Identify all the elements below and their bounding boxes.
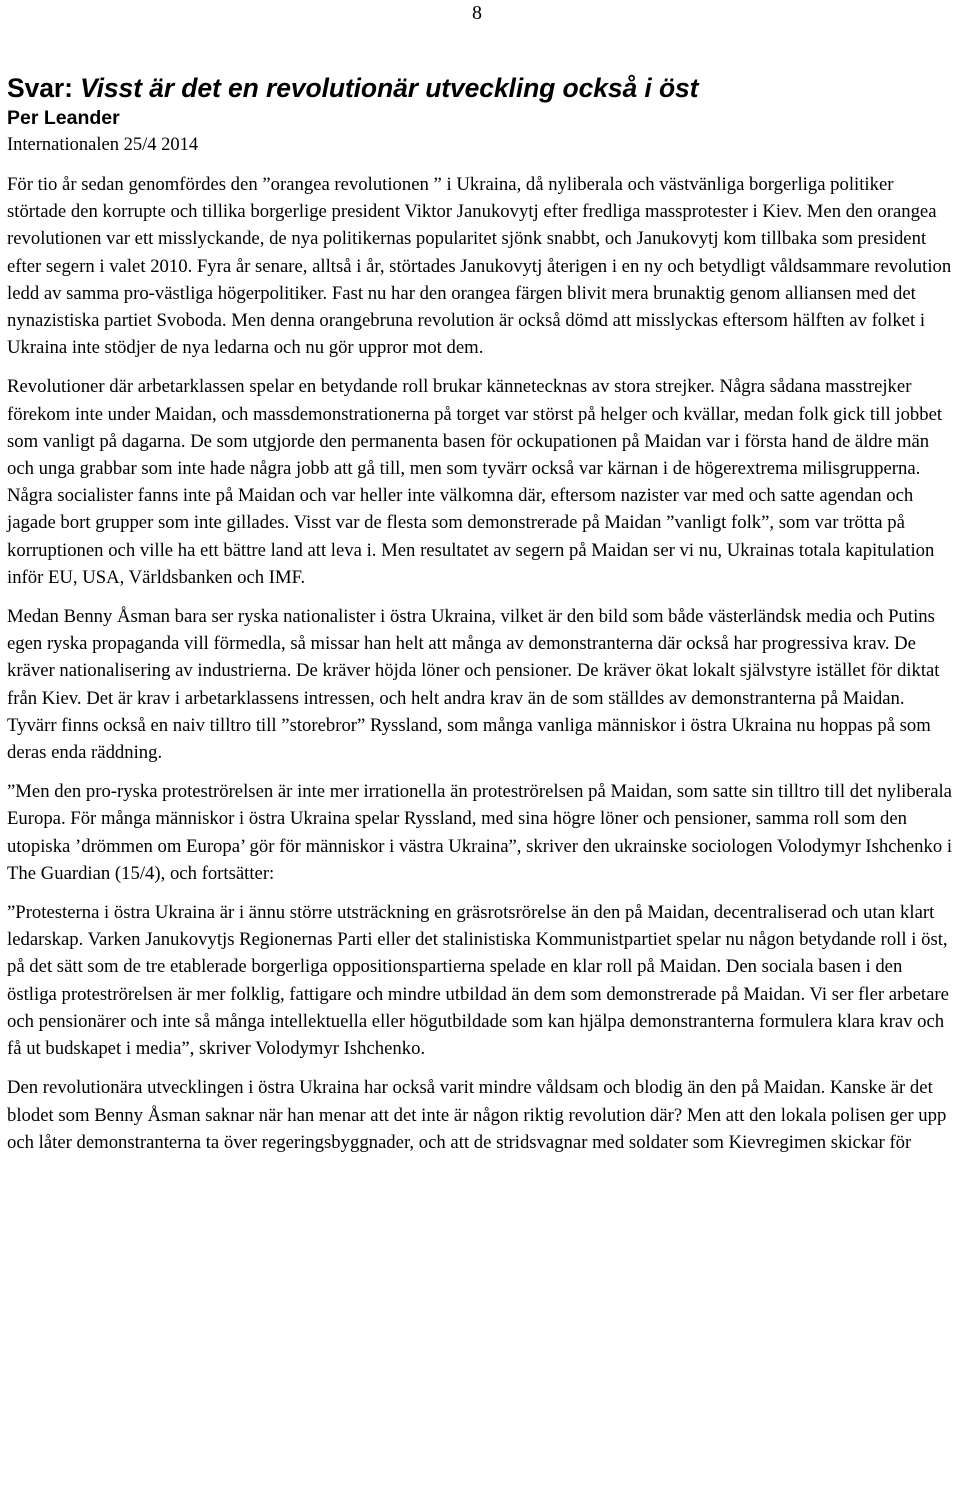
title-italic-text: Visst är det en revolutionär utveckling också i öst xyxy=(80,73,699,103)
title-prefix: Svar: xyxy=(7,73,81,103)
page-number: 8 xyxy=(472,2,482,24)
paragraph-6: Den revolutionära utvecklingen i östra Ukraina har också varit mindre våldsam och blodig än den på Maidan. Kanske är det blodet som Benny Åsman saknar när han menar att det inte är någon riktig revolution där? Men att den lokala polisen ger upp och låter demonstranterna ta över regeringsbyggnader, och att de stridsvagnar med soldater som Kievregimen skickar för xyxy=(7,1077,947,1153)
paragraph-5: ”Protesterna i östra Ukraina är i ännu större utsträckning en gräsrotsrörelse än den på Maidan, decentraliserad och utan klart ledarskap. Varken Janukovytjs Regionernas Parti eller det stalinistiska Kommunistpartiet spelar nu någon betydande roll i öst, på det sätt som de tre etablerade borgerliga oppositionspartierna spelade en klar roll på Maidan. Den sociala basen i den östliga proteströrelsen är mer folklig, fattigare och mindre utbildad än dem som demonstrerade på Maidan. Vi ser fler arbetare och pensionärer och inte så många intellektuella eller högutbildade som kan hjälpa demonstranterna formulera klara krav och få ut budskapet i media”, skriver Volodymyr Ishchenko. xyxy=(7,902,949,1060)
paragraph-1: För tio år sedan genomfördes den ”orangea revolutionen ” i Ukraina, då nyliberala och västvänliga borgerliga politiker störtade den korrupte och tillika borgerlige president Viktor Janukovytj efter fredliga massprotester i Kiev. Men den orangea revolutionen var ett misslyckande, de nya politikernas popularitet sjönk snabbt, och Janukovytj kom tillbaka som president efter segern i valet 2010. Fyra år senare, alltså i år, störtades Janukovytj återigen i en ny och betydligt våldsammare revolution ledd av samma pro-västliga högerpolitiker. Fast nu har den orangea färgen blivit mera brunaktig genom alliansen med det nynazistiska partiet Svoboda. Men denna orangebruna revolution är också dömd att misslyckas eftersom hälften av folket i Ukraina inte stödjer de nya ledarna och nu gör uppror mot dem. xyxy=(7,174,952,359)
paragraph-2: Revolutioner där arbetarklassen spelar en betydande roll brukar kännetecknas av stora strejker. Några sådana masstrejker förekom inte under Maidan, och massdemonstrationerna på torget var störst på helger och kvällar, medan folk gick till jobbet som vanligt på dagarna. De som utgjorde den permanenta basen för ockupationen på Maidan var i första hand de äldre män och unga grabbar som inte hade några jobb att gå till, men som tyvärr också var kärnan i de högerextrema milisgrupperna. Några socialister fanns inte på Maidan och var heller inte välkomna där, eftersom nazister var med och satte agendan och jagade bort grupper som inte gillades. Visst var de flesta som demonstrerade på Maidan ”vanligt folk”, som var trötta på korruptionen och ville ha ett bättre land att leva i. Men resultatet av segern på Maidan ser vi nu, Ukrainas totala kapitulation inför EU, USA, Världsbanken och IMF. xyxy=(7,376,943,588)
article-author: Per Leander xyxy=(7,107,120,129)
paragraph-4: ”Men den pro-ryska proteströrelsen är inte mer irrationella än proteströrelsen på Maidan, som satte sin tilltro till det nyliberala Europa. För många människor i östra Ukraina spelar Ryssland, med sina högre löner och pensioner, samma roll som den utopiska ’drömmen om Europa’ gör för människor i västra Ukraina”, skriver den ukrainske sociologen Volodymyr Ishchenko i The Guardian (15/4), och fortsätter: xyxy=(7,781,953,884)
paragraph-3: Medan Benny Åsman bara ser ryska nationalister i östra Ukraina, vilket är den bild som både västerländsk media och Putins egen ryska propaganda vill förmedla, så missar han helt att många av demonstranterna där också har progressiva krav. De kräver nationalisering av industrierna. De kräver höjda löner och pensioner. De kräver ökat lokalt självstyre istället för diktat från Kiev. Det är krav i arbetarklassens intressen, och helt andra krav än de som ställdes av demonstranterna på Maidan. Tyvärr finns också en naiv tilltro till ”storebror” Ryssland, som många vanliga människor i östra Ukraina nu hoppas på som deras enda räddning. xyxy=(7,606,940,764)
article-source: Internationalen 25/4 2014 xyxy=(7,135,199,155)
article-title xyxy=(7,71,953,105)
article xyxy=(7,71,953,1168)
